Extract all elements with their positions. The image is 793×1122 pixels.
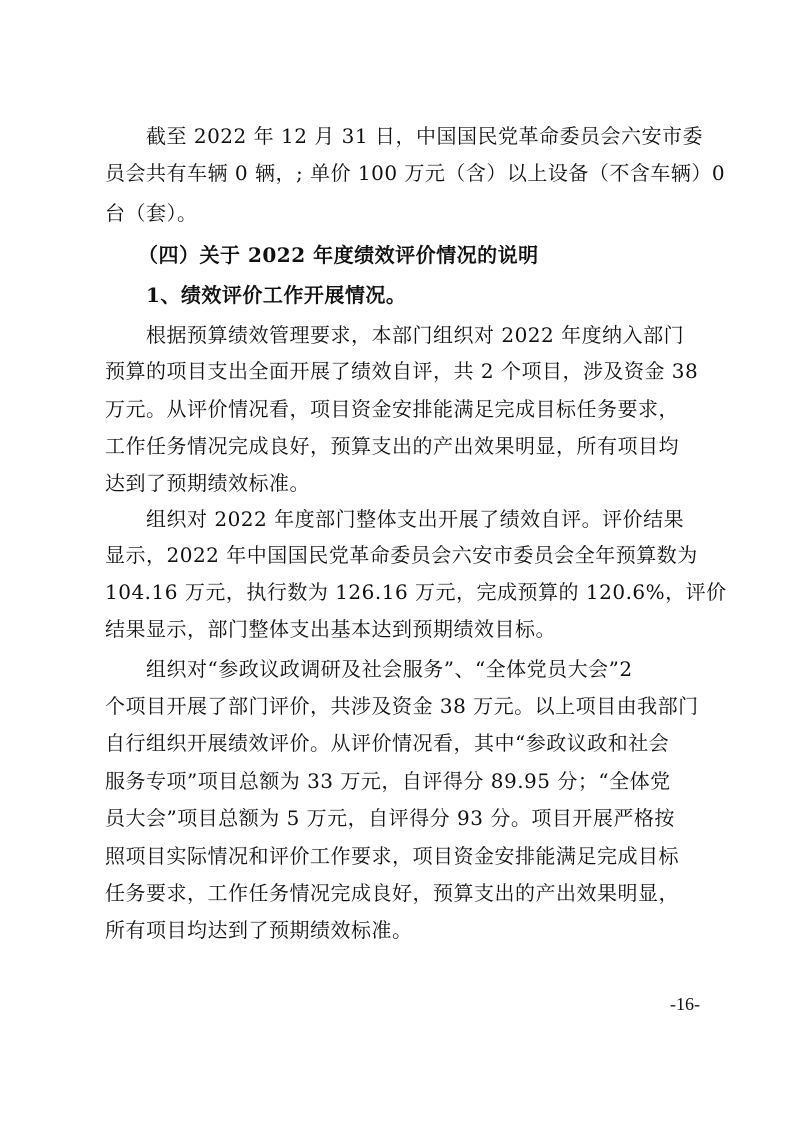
paragraph-line: 显示，2022 年中国国民党革命委员会六安市委员会全年预算数为 bbox=[105, 543, 698, 567]
paragraph-line: 所有项目均达到了预期绩效标准。 bbox=[105, 918, 413, 942]
paragraph-line: 组织对 2022 年度部门整体支出开展了绩效自评。评价结果 bbox=[146, 507, 685, 531]
paragraph-line: 个项目开展了部门评价，共涉及资金 38 万元。以上项目由我部门 bbox=[105, 694, 699, 718]
paragraph-line: 104.16 万元，执行数为 126.16 万元，完成预算的 120.6%，评价 bbox=[105, 580, 727, 604]
paragraph-line: 万元。从评价情况看，项目资金安排能满足完成目标任务要求， bbox=[105, 397, 679, 421]
paragraph-line: 台（套）。 bbox=[105, 201, 198, 225]
paragraph-line: 照项目实际情况和评价工作要求，项目资金安排能满足完成目标 bbox=[105, 844, 679, 868]
paragraph-line: 员大会”项目总额为 5 万元，自评得分 93 分。项目开展严格按 bbox=[105, 806, 675, 830]
paragraph-line: 预算的项目支出全面开展了绩效自评，共 2 个项目，涉及资金 38 bbox=[105, 359, 699, 383]
paragraph-line: 达到了预期绩效标准。 bbox=[105, 471, 310, 495]
page-number: -16- bbox=[670, 994, 700, 1014]
paragraph-line: 自行组织开展绩效评价。从评价情况看，其中“参政议政和社会 bbox=[105, 731, 670, 755]
paragraph-line: 根据预算绩效管理要求，本部门组织对 2022 年度纳入部门 bbox=[146, 323, 685, 347]
paragraph-line: 工作任务情况完成良好，预算支出的产出效果明显，所有项目均 bbox=[105, 434, 679, 458]
paragraph-line: 服务专项”项目总额为 33 万元，自评得分 89.95 分；“全体党 bbox=[105, 769, 671, 793]
paragraph-line: 结果显示，部门整体支出基本达到预期绩效目标。 bbox=[105, 617, 556, 641]
section-heading: （四）关于 2022 年度绩效评价情况的说明 bbox=[138, 243, 539, 267]
paragraph-line: 员会共有车辆 0 辆，; 单价 100 万元（含）以上设备（不含车辆）0 bbox=[105, 161, 726, 185]
paragraph-line: 组织对“参政议政调研及社会服务”、“全体党员大会”2 bbox=[146, 657, 633, 681]
subsection-heading: 1、绩效评价工作开展情况。 bbox=[146, 283, 407, 307]
paragraph-line: 截至 2022 年 12 月 31 日，中国国民党革命委员会六安市委 bbox=[146, 124, 703, 148]
paragraph-line: 任务要求，工作任务情况完成良好，预算支出的产出效果明显， bbox=[105, 881, 679, 905]
